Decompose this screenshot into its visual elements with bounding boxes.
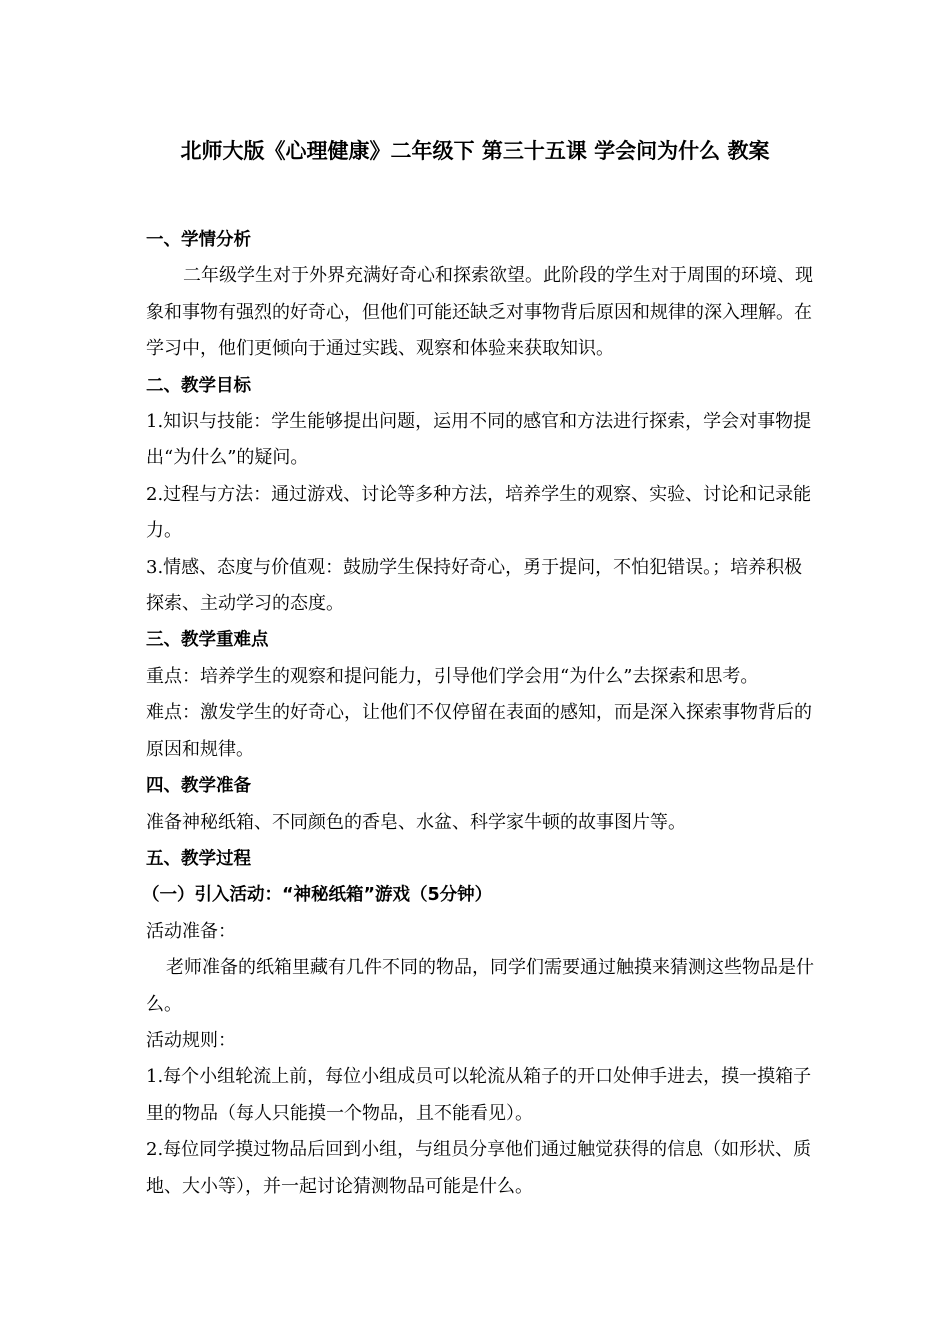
activity-rules-label: 活动规则：	[146, 1029, 236, 1051]
section-heading-goals: 二、教学目标	[146, 375, 251, 396]
section-heading-process: 五、教学过程	[146, 848, 251, 869]
document-title: 北师大版《心理健康》二年级下 第三十五课 学会问为什么 教案	[180, 139, 770, 163]
activity-rule-2: 2.每位同学摸过物品后回到小组，与组员分享他们通过触觉获得的信息（如形状、质地、大小等），并一起讨论猜测物品可能是什么。	[146, 1139, 812, 1197]
goal-item-attitude: 3.情感、态度与价值观：鼓励学生保持好奇心，勇于提问，不怕犯错误。；培养积极探索、主动学习的态度。	[146, 556, 803, 615]
difficulty-text: 难点：激发学生的好奇心，让他们不仅停留在表面的感知，而是深入探索事物背后的原因和规律。	[146, 702, 812, 760]
goal-item-knowledge: 1.知识与技能：学生能够提出问题，运用不同的感官和方法进行探索，学会对事物提出“为什么”的疑问。	[146, 411, 812, 469]
activity-prep-label: 活动准备：	[146, 920, 236, 942]
analysis-paragraph: 二年级学生对于外界充满好奇心和探索欲望。此阶段的学生对于周围的环境、现象和事物有强烈的好奇心，但他们可能还缺乏对事物背后原因和规律的深入理解。在学习中，他们更倾向于通过实践、观察和体验来获取知识。	[146, 265, 813, 360]
activity-rule-1: 1.每个小组轮流上前，每位小组成员可以轮流从箱子的开口处伸手进去，摸一摸箱子里的物品（每人只能摸一个物品，且不能看见）。	[146, 1066, 812, 1124]
goal-item-process: 2.过程与方法：通过游戏、讨论等多种方法，培养学生的观察、实验、讨论和记录能力。	[146, 483, 812, 542]
key-point-text: 重点：培养学生的观察和提问能力，引导他们学会用“为什么”去探索和思考。	[146, 665, 759, 687]
section-heading-preparation: 四、教学准备	[146, 776, 251, 797]
subsection-heading-intro-activity: （一）引入活动：“神秘纸箱”游戏（5分钟）	[142, 885, 493, 906]
activity-prep-text: 老师准备的纸箱里藏有几件不同的物品，同学们需要通过触摸来猜测这些物品是什么。	[146, 957, 814, 1015]
document-body	[142, 222, 816, 1205]
section-heading-analysis: 一、学情分析	[146, 230, 251, 250]
section-heading-key-points: 三、教学重难点	[146, 630, 269, 651]
preparation-text: 准备神秘纸箱、不同颜色的香皂、水盆、科学家牛顿的故事图片等。	[146, 811, 686, 833]
